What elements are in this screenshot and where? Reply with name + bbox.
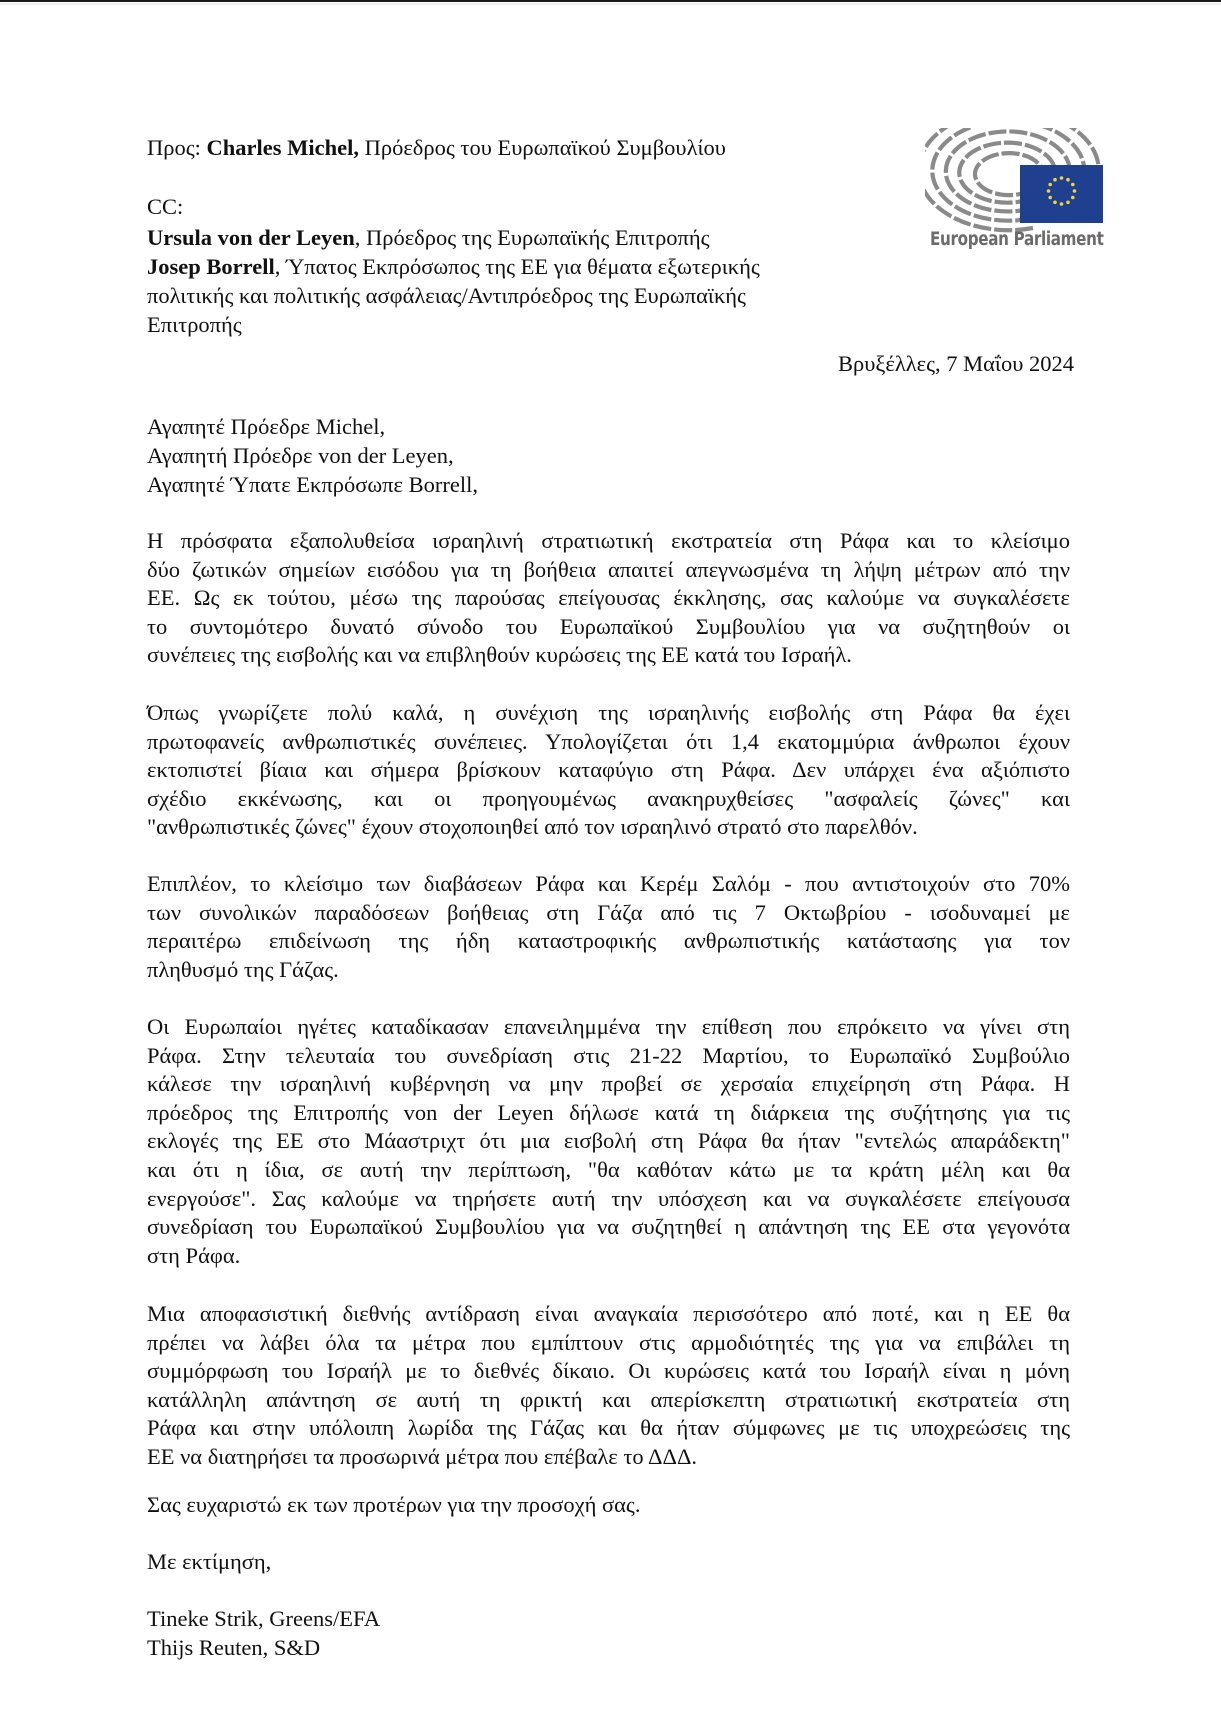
paragraph-line: πληθυσμό της Γάζας.	[147, 956, 339, 982]
paragraph-line: Ράφα και στην υπόλοιπη λωρίδα της Γάζας και θα ήταν σύμφωνες με τις υποχρεώσεις της	[147, 1415, 1070, 1441]
salutation: Αγαπητέ Πρόεδρε Michel,	[147, 414, 386, 439]
body-paragraph	[147, 699, 1070, 842]
salutation: Αγαπητή Πρόεδρε von der Leyen,	[147, 443, 454, 468]
paragraph-line: περαιτέρω επιδείνωση της ήδη καταστροφικής ανθρωπιστικής κατάστασης για τον	[147, 928, 1070, 954]
paragraph-line: ενεργούσε". Σας καλούμε να τηρήσετε αυτή την υπόσχεση και να συγκαλέσετε επείγουσα	[147, 1185, 1070, 1211]
body-paragraph	[147, 1300, 1070, 1472]
paragraph-line: πρωτοφανείς ανθρωπιστικές συνέπειες. Υπολογίζεται ότι 1,4 εκατομμύρια άνθρωποι έχουν	[147, 728, 1070, 754]
cc-name: Josep Borrell	[147, 254, 275, 279]
paragraph-line: το συντομότερο δυνατό σύνοδο του Ευρωπαϊκού Συμβουλίου για να συζητηθούν οι	[147, 613, 1070, 639]
to-title: Πρόεδρος του Ευρωπαϊκού Συμβουλίου	[358, 135, 726, 160]
paragraph-line: σχέδιο εκκένωσης, και οι προηγουμένως ανακηρυχθείσες "ασφαλείς ζώνες" και	[147, 785, 1070, 811]
to-name: Charles Michel,	[206, 135, 359, 160]
cc-recipient	[147, 252, 760, 281]
paragraph-line: κατάλληλη απάντηση σε αυτή τη φρικτή και απερίσκεπτη στρατιωτική εκστρατεία στη	[147, 1386, 1070, 1412]
paragraph-line: κάλεσε την ισραηλινή κυβέρνηση να μην προβεί σε χερσαία επιχείρηση στη Ράφα. Η	[147, 1071, 1070, 1097]
paragraph-line: "ανθρωπιστικές ζώνες" έχουν στοχοποιηθεί από τον ισραηλινό στρατό στο παρελθόν.	[147, 814, 918, 840]
cc-title: , Πρόεδρος της Ευρωπαϊκής Επιτροπής	[354, 225, 710, 250]
eu-flag-icon	[1020, 165, 1103, 223]
paragraph-line: Όπως γνωρίζετε πολύ καλά, η συνέχιση της ισραηλινής εισβολής στη Ράφα θα έχει	[147, 700, 1070, 725]
to-prefix: Προς:	[147, 135, 207, 160]
signatory: Tineke Strik, Greens/EFA	[147, 1606, 381, 1631]
to-line	[147, 133, 726, 162]
date-line: Βρυξέλλες, 7 Μαΐου 2024	[837, 351, 1074, 376]
closing-thanks: Σας ευχαριστώ εκ των προτέρων για την προσοχή σας.	[147, 1492, 641, 1517]
paragraph-line: εκλογές της ΕΕ στο Μάαστριχτ ότι μια εισβολή στη Ράφα θα ήταν "εντελώς απαράδεκτη"	[147, 1128, 1070, 1154]
paragraph-line: συνεδρίαση του Ευρωπαϊκού Συμβουλίου για να συζητηθεί η απάντηση της ΕΕ στα γεγονότα	[147, 1214, 1070, 1240]
body-paragraph	[147, 1013, 1070, 1270]
body-paragraph	[147, 870, 1070, 984]
closing-regards: Με εκτίμηση,	[147, 1549, 272, 1574]
paragraph-line: ΕΕ να διατηρήσει τα προσωρινά μέτρα που επέβαλε το ΔΔΔ.	[147, 1443, 698, 1469]
paragraph-line: Επιπλέον, το κλείσιμο των διαβάσεων Ράφα και Κερέμ Σαλόμ - που αντιστοιχούν στο 70%	[147, 871, 1070, 896]
logo-text: European Parliament	[930, 229, 1104, 250]
paragraph-line: των συνολικών παραδόσεων βοήθειας στη Γάζα από τις 7 Οκτωβρίου - ισοδυναμεί με	[147, 899, 1070, 925]
paragraph-line: στη Ράφα.	[147, 1242, 241, 1268]
paragraph-line: συμμόρφωση του Ισραήλ με το διεθνές δίκαιο. Οι κυρώσεις κατά του Ισραήλ είναι η μόνη	[147, 1358, 1070, 1384]
cc-recipient	[147, 223, 710, 252]
paragraph-line: ΕΕ. Ως εκ τούτου, μέσω της παρούσας επείγουσας έκκλησης, σας καλούμε να συγκαλέσετε	[147, 585, 1070, 611]
paragraph-line: και ότι η ίδια, σε αυτή την περίπτωση, "θα καθόταν κάτω με τα κράτη μέλη και θα	[147, 1156, 1070, 1182]
cc-name: Ursula von der Leyen	[147, 225, 355, 250]
paragraph-line: δύο ζωτικών σημείων εισόδου για τη βοήθεια απαιτεί απεγνωσμένα τη λήψη μέτρων από την	[147, 556, 1070, 582]
cc-title: , Ύπατος Εκπρόσωπος της ΕΕ για θέματα εξωτερικής	[274, 254, 760, 279]
paragraph-line: Ράφα. Στην τελευταία του συνεδρίαση στις 21-22 Μαρτίου, το Ευρωπαϊκό Συμβούλιο	[147, 1042, 1070, 1068]
body-paragraph	[147, 527, 1070, 670]
paragraph-line: εκτοπιστεί βίαια και σήμερα βρίσκουν καταφύγιο στη Ράφα. Δεν υπάρχει ένα αξιόπιστο	[147, 757, 1070, 783]
cc-label: CC:	[147, 194, 184, 219]
signatory: Thijs Reuten, S&D	[147, 1635, 321, 1660]
paragraph-line: συνέπειες της εισβολής και να επιβληθούν κυρώσεις της ΕΕ κατά του Ισραήλ.	[147, 642, 852, 668]
salutation: Αγαπητέ Ύπατε Εκπρόσωπε Borrell,	[147, 472, 478, 497]
paragraph-line: πρόεδρος της Επιτροπής von der Leyen δήλωσε κατά τη διάρκεια της συζήτησης για τις	[147, 1099, 1070, 1125]
paragraph-line: πρέπει να λάβει όλα τα μέτρα που εμπίπτουν στις αρμοδιότητές της για να επιβάλει τη	[147, 1329, 1070, 1355]
cc-title-continuation: Επιτροπής	[147, 312, 242, 337]
paragraph-line: Μια αποφασιστική διεθνής αντίδραση είναι αναγκαία περισσότερο από ποτέ, και η ΕΕ θα	[147, 1301, 1070, 1326]
cc-title-continuation: πολιτικής και πολιτικής ασφάλειας/Αντιπρόεδρος της Ευρωπαϊκής	[147, 283, 746, 308]
paragraph-line: Η πρόσφατα εξαπολυθείσα ισραηλινή στρατιωτική εκστρατεία στη Ράφα και το κλείσιμο	[147, 528, 1070, 553]
paragraph-line: Οι Ευρωπαίοι ηγέτες καταδίκασαν επανειλημμένα την επίθεση που επρόκειτο να γίνει στη	[147, 1014, 1070, 1039]
